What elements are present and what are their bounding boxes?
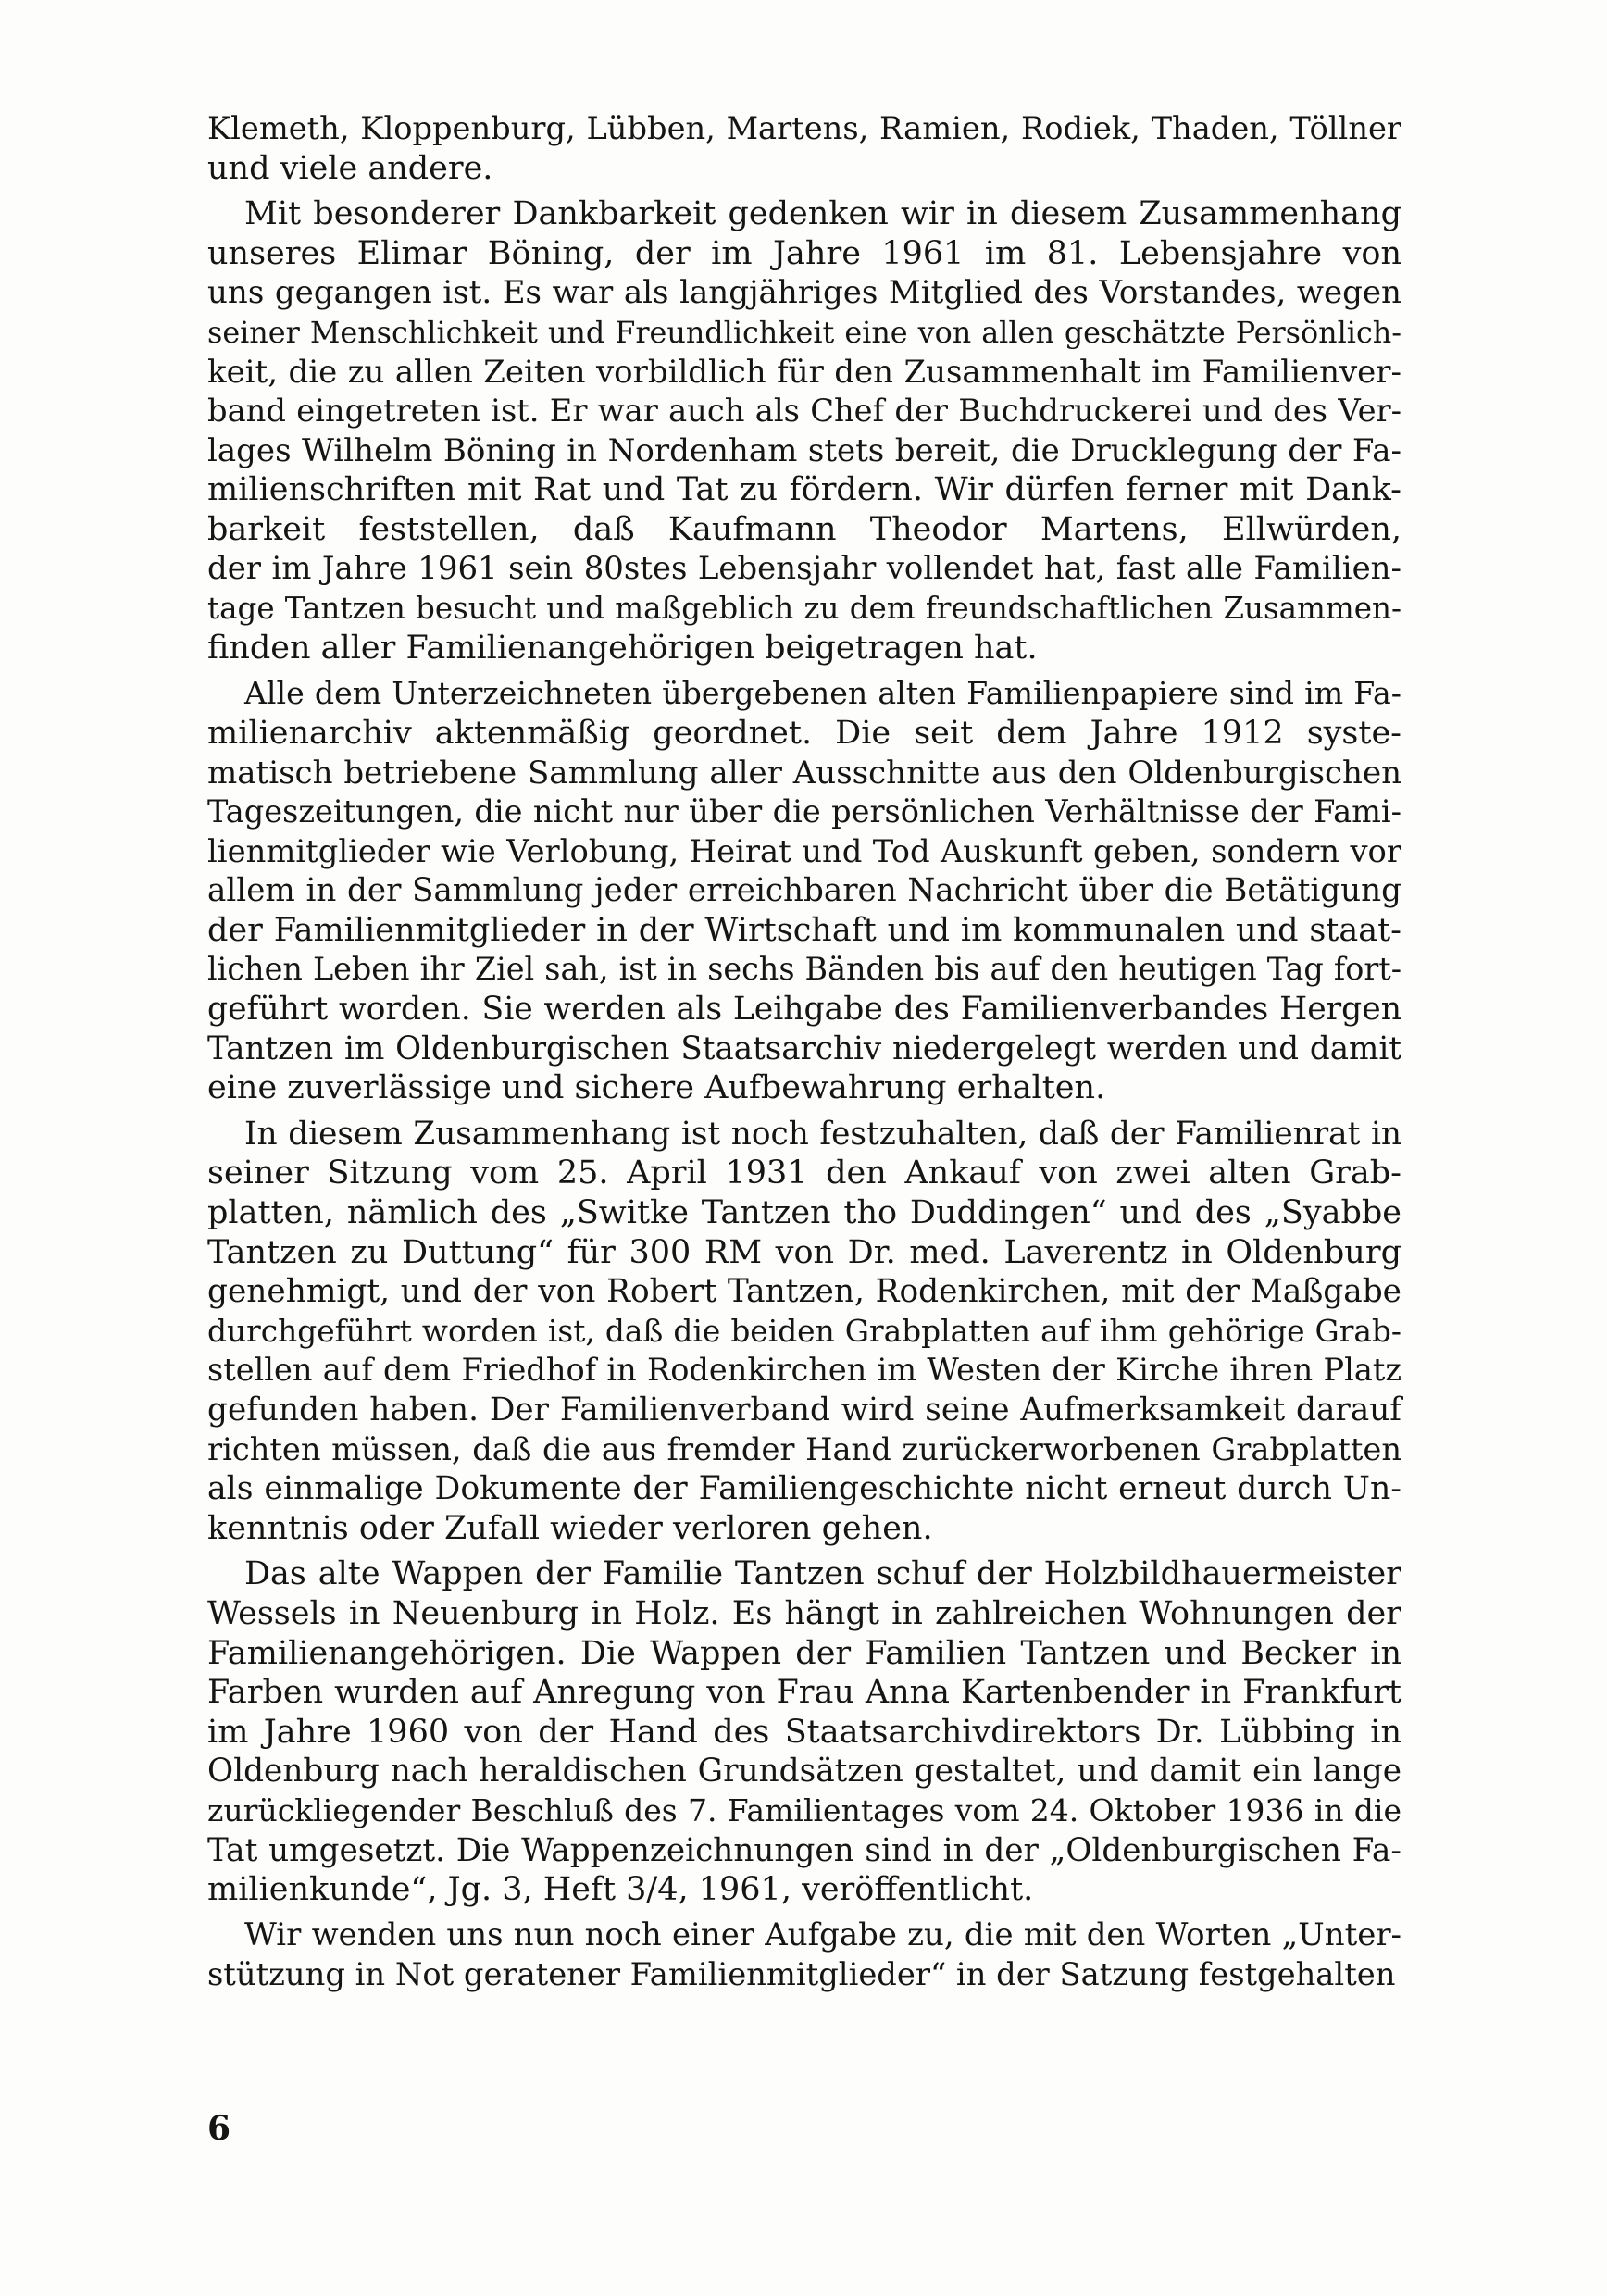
text-line: milienkunde“, Jg. 3, Heft 3/4, 1961, veröffentlicht. bbox=[207, 1871, 1034, 1909]
paragraph-gap bbox=[207, 1108, 1401, 1115]
text-line: barkeit feststellen, daß Kaufmann Theodor Martens, Ellwürden, bbox=[207, 510, 1401, 548]
body-text bbox=[207, 109, 1401, 1995]
text-line: In diesem Zusammenhang ist noch festzuhalten, daß der Familienrat in bbox=[244, 1115, 1401, 1153]
paragraph bbox=[207, 109, 1401, 188]
text-line: der im Jahre 1961 sein 80stes Lebensjahr vollendet hat, fast alle Familien- bbox=[207, 550, 1401, 587]
paragraph-gap bbox=[207, 1910, 1401, 1916]
text-line: uns gegangen ist. Es war als langjähriges Mitglied des Vorstandes, wegen bbox=[207, 274, 1401, 312]
text-line: Klemeth, Kloppenburg, Lübben, Martens, Ramien, Rodiek, Thaden, Töllner bbox=[207, 110, 1401, 146]
text-line: richten müssen, daß die aus fremder Hand zurückerworbenen Grabplatten bbox=[207, 1430, 1401, 1467]
text-line: der Familienmitglieder in der Wirtschaft und im kommunalen und staat- bbox=[207, 911, 1401, 949]
paragraph bbox=[207, 1554, 1401, 1909]
text-line: kenntnis oder Zufall wieder verloren gehen. bbox=[207, 1509, 933, 1547]
paragraph bbox=[207, 1115, 1401, 1549]
text-line: Tageszeitungen, die nicht nur über die persönlichen Verhältnisse der Fami- bbox=[207, 793, 1401, 830]
text-line: Wir wenden uns nun noch einer Aufgabe zu, die mit den Worten „Unter- bbox=[244, 1916, 1401, 1953]
paragraph-gap bbox=[207, 188, 1401, 194]
text-line: Tantzen im Oldenburgischen Staatsarchiv niedergelegt werden und damit bbox=[207, 1029, 1401, 1067]
text-line: Wessels in Neuenburg in Holz. Es hängt in zahlreichen Wohnungen der bbox=[207, 1594, 1401, 1632]
paragraph bbox=[207, 194, 1401, 668]
text-line: matisch betriebene Sammlung aller Ausschnitte aus den Oldenburgischen bbox=[207, 754, 1401, 792]
text-line: im Jahre 1960 von der Hand des Staatsarchivdirektors Dr. Lübbing in bbox=[207, 1713, 1401, 1751]
text-line: gefunden haben. Der Familienverband wird seine Aufmerksamkeit darauf bbox=[207, 1391, 1401, 1429]
text-line: durchgeführt worden ist, daß die beiden Grabplatten auf ihm gehörige Grab- bbox=[207, 1313, 1401, 1349]
text-line: finden aller Familienangehörigen beigetragen hat. bbox=[207, 629, 1038, 667]
text-line: als einmalige Dokumente der Familiengeschichte nicht erneut durch Un- bbox=[207, 1470, 1401, 1508]
paragraph bbox=[207, 1916, 1401, 1995]
text-line: band eingetreten ist. Er war auch als Chef der Buchdruckerei und des Ver- bbox=[207, 393, 1401, 430]
text-line: Tat umgesetzt. Die Wappenzeichnungen sind in der „Oldenburgischen Fa- bbox=[207, 1831, 1401, 1869]
text-line: stützung in Not geratener Familienmitglieder“ in der Satzung festgehalten bbox=[207, 1956, 1396, 1993]
text-line: geführt worden. Sie werden als Leihgabe des Familienverbandes Hergen bbox=[207, 991, 1401, 1029]
text-line: milienschriften mit Rat und Tat zu fördern. Wir dürfen ferner mit Dank- bbox=[207, 471, 1401, 509]
page-number: 6 bbox=[207, 2109, 231, 2148]
text-line: lienmitglieder wie Verlobung, Heirat und Tod Auskunft geben, sondern vor bbox=[207, 832, 1401, 869]
text-line: Tantzen zu Duttung“ für 300 RM von Dr. med. Laverentz in Oldenburg bbox=[207, 1233, 1401, 1271]
text-line: stellen auf dem Friedhof in Rodenkirchen im Westen der Kirche ihren Platz bbox=[207, 1352, 1401, 1389]
text-line: platten, nämlich des „Switke Tantzen tho Duddingen“ und des „Syabbe bbox=[207, 1194, 1401, 1232]
text-line: seiner Sitzung vom 25. April 1931 den Ankauf von zwei alten Grab- bbox=[207, 1154, 1401, 1192]
text-line: Familienangehörigen. Die Wappen der Familien Tantzen und Becker in bbox=[207, 1634, 1401, 1672]
text-line: eine zuverlässige und sichere Aufbewahrung erhalten. bbox=[207, 1069, 1106, 1107]
paragraph bbox=[207, 674, 1401, 1108]
text-line: seiner Menschlichkeit und Freundlichkeit eine von allen geschätzte Persönlich- bbox=[207, 314, 1401, 350]
paragraph-gap bbox=[207, 668, 1401, 674]
text-line: Farben wurden auf Anregung von Frau Anna Kartenbender in Frankfurt bbox=[207, 1674, 1401, 1712]
text-line: und viele andere. bbox=[207, 149, 493, 187]
text-line: lages Wilhelm Böning in Nordenham stets bereit, die Drucklegung der Fa- bbox=[207, 431, 1401, 469]
text-line: unseres Elimar Böning, der im Jahre 1961 im 81. Lebensjahre von bbox=[207, 234, 1401, 272]
text-line: Das alte Wappen der Familie Tantzen schuf der Holzbildhauermeister bbox=[244, 1555, 1401, 1593]
text-line: Oldenburg nach heraldischen Grundsätzen gestaltet, und damit ein lange bbox=[207, 1753, 1401, 1791]
text-line: tage Tantzen besucht und maßgeblich zu dem freundschaftlichen Zusammen- bbox=[207, 591, 1401, 627]
text-line: genehmigt, und der von Robert Tantzen, Rodenkirchen, mit der Maßgabe bbox=[207, 1273, 1401, 1311]
text-line: keit, die zu allen Zeiten vorbildlich für den Zusammenhalt im Familienver- bbox=[207, 353, 1401, 391]
text-line: zurückliegender Beschluß des 7. Familientages vom 24. Oktober 1936 in die bbox=[207, 1791, 1401, 1828]
text-line: milienarchiv aktenmäßig geordnet. Die seit dem Jahre 1912 syste- bbox=[207, 714, 1401, 752]
text-line: Mit besonderer Dankbarkeit gedenken wir in diesem Zusammenhang bbox=[244, 195, 1401, 233]
text-line: lichen Leben ihr Ziel sah, ist in sechs Bänden bis auf den heutigen Tag fort- bbox=[207, 951, 1401, 988]
text-line: allem in der Sammlung jeder erreichbaren Nachricht über die Betätigung bbox=[207, 872, 1401, 910]
paragraph-gap bbox=[207, 1548, 1401, 1554]
text-line: Alle dem Unterzeichneten übergebenen alten Familienpapiere sind im Fa- bbox=[244, 675, 1401, 712]
